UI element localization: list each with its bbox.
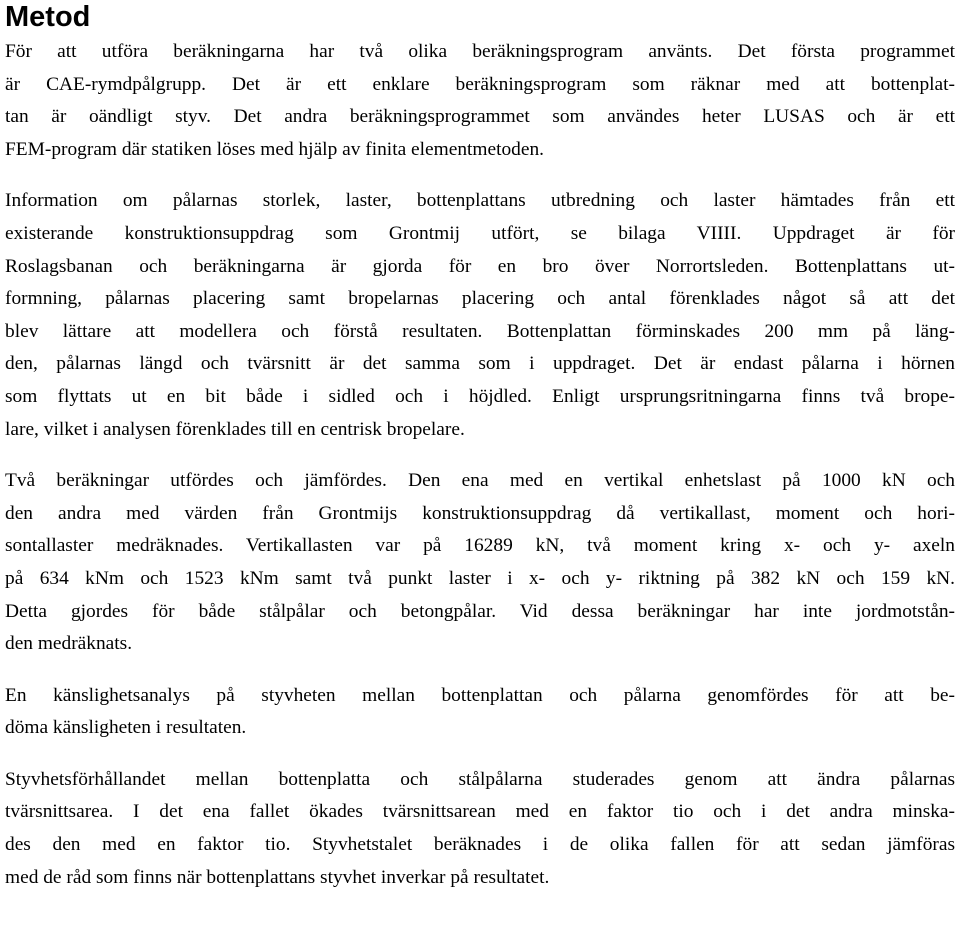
text-line: tan är oändligt styv. Det andra beräkningsprogrammet som användes heter LUSAS och är ett — [5, 106, 955, 128]
text-line: formning, pålarnas placering samt bropelarnas placering och antal förenklades något så att det — [5, 288, 955, 310]
text-line: Styvhetsförhållandet mellan bottenplatta och stålpålarna studerades genom att ändra pålarnas — [5, 768, 955, 790]
text-line: är CAE-rymdpålgrupp. Det är ett enklare beräkningsprogram som räknar med att bottenplat- — [5, 73, 955, 95]
text-line: sontallaster medräknades. Vertikallasten var på 16289 kN, två moment kring x- och y- axeln — [5, 535, 955, 557]
paragraph-stiffness — [5, 764, 955, 894]
text-line: För att utföra beräkningarna har två olika beräkningsprogram använts. Det första programmet — [5, 41, 955, 62]
section-heading: Metod — [5, 1, 91, 33]
document-page — [5, 0, 955, 894]
paragraph-calculations — [5, 465, 955, 661]
text-line: den andra med värden från Grontmijs konstruktionsuppdrag då vertikallast, moment och hori- — [5, 502, 955, 524]
text-line: Information om pålarnas storlek, laster, bottenplattans utbredning och laster hämtades från ett — [5, 190, 955, 212]
text-line: Detta gjordes för både stålpålar och betongpålar. Vid dessa beräkningar har inte jordmotstån- — [5, 600, 955, 622]
text-line: tvärsnittsarea. I det ena fallet ökades tvärsnittsarean med en faktor tio och i det andra minska- — [5, 801, 955, 823]
paragraph-sensitivity — [5, 680, 955, 745]
text-line: på 634 kNm och 1523 kNm samt två punkt laster i x- och y- riktning på 382 kN och 159 kN. — [5, 567, 955, 589]
text-line: existerande konstruktionsuppdrag som Grontmij utfört, se bilaga VIIII. Uppdraget är för — [5, 222, 955, 244]
text-line: Roslagsbanan och beräkningarna är gjorda för en bro över Norrortsleden. Bottenplattans ut- — [5, 255, 955, 277]
text-line: FEM-program där statiken löses med hjälp av finita elementmetoden. — [5, 138, 545, 160]
text-line: Två beräkningar utfördes och jämfördes. Den ena med en vertikal enhetslast på 1000 kN och — [5, 470, 955, 492]
text-line: den medräknats. — [5, 633, 133, 655]
text-line: den, pålarnas längd och tvärsnitt är det samma som i uppdraget. Det är endast pålarna i hörnen — [5, 353, 955, 375]
paragraph-information — [5, 185, 955, 446]
text-line: blev lättare att modellera och förstå resultaten. Bottenplattan förminskades 200 mm på läng- — [5, 320, 955, 342]
text-line: En känslighetsanalys på styvheten mellan bottenplattan och pålarna genomfördes för att be- — [5, 684, 955, 706]
text-line: döma känsligheten i resultaten. — [5, 717, 247, 739]
text-line: som flyttats ut en bit både i sidled och i höjdled. Enligt ursprungsritningarna finns två brope- — [5, 385, 955, 407]
paragraph-method-intro — [5, 36, 955, 166]
text-line: med de råd som finns när bottenplattans styvhet inverkar på resultatet. — [5, 866, 550, 888]
text-line: lare, vilket i analysen förenklades till en centrisk bropelare. — [5, 418, 465, 440]
text-line: des den med en faktor tio. Styvhetstalet beräknades i de olika fallen för att sedan jämföras — [5, 834, 955, 856]
